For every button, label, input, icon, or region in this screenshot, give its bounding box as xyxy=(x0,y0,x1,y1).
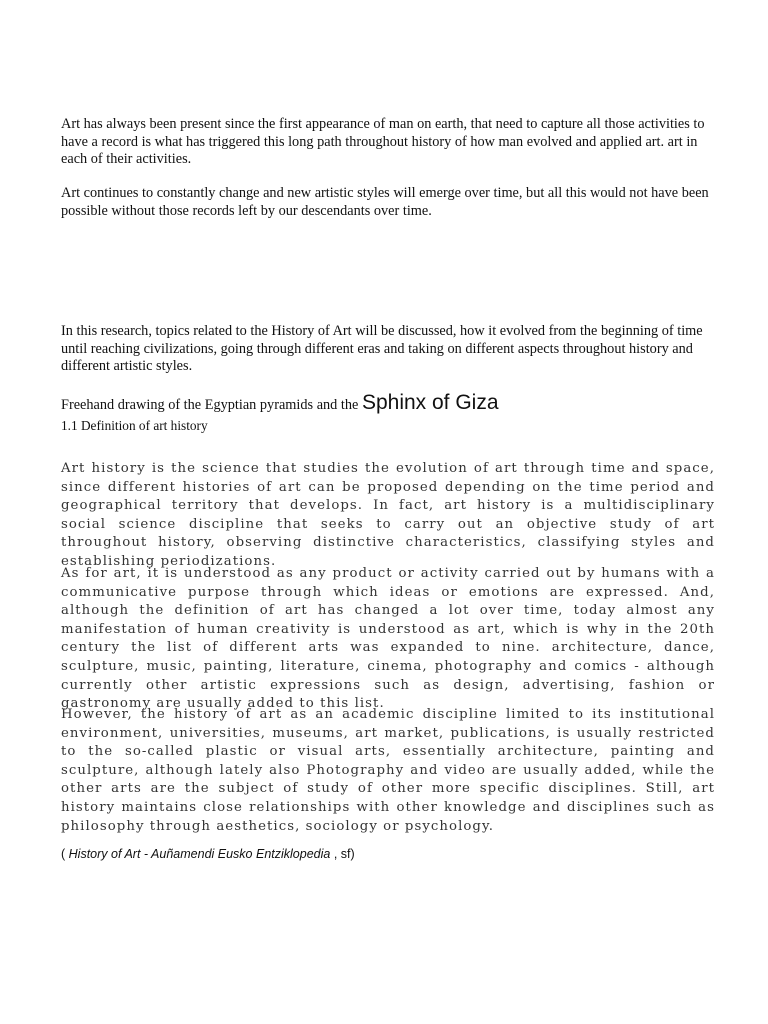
citation-open: ( xyxy=(61,847,69,861)
figure-caption xyxy=(61,393,711,415)
intro-paragraph-3: In this research, topics related to the History of Art will be discussed, how it evolved from the beginning of time until reaching civilizations, going through different eras and taking on different aspects throughout history and different artistic styles. xyxy=(61,323,703,374)
section-paragraph-2: As for art, it is understood as any product or activity carried out by humans with a communicative purpose through which ideas or emotions are expressed. And, although the definition of art has changed a lot over time, today almost any manifestation of human creativity is understood as art, which is why in the 20th century the list of different arts was expanded to nine. architecture, dance, sculpture, music, painting, literature, cinema, photography and comics - although currently other artistic expressions such as design, advertising, fashion or gastronomy are usually added to this list. xyxy=(61,566,715,712)
citation-close: , sf) xyxy=(330,847,355,861)
figure-caption-lead: Freehand drawing of the Egyptian pyramids and the xyxy=(61,397,362,413)
figure-caption-emphasis: Sphinx of Giza xyxy=(361,391,499,414)
intro-paragraph-1: Art has always been present since the first appearance of man on earth, that need to capture all those activities to have a record is what has triggered this long path throughout history of how man evolved and applied art. art in each of their activities. xyxy=(61,116,705,167)
section-paragraph-3: However, the history of art as an academic discipline limited to its institutional environment, universities, museums, art market, publications, is usually restricted to the so-called plastic or visual arts, essentially architecture, painting and sculpture, although lately also Photography and video are usually added, while the other arts are the subject of study of other more specific disciplines. Still, art history maintains close relationships with other knowledge and disciplines such as philosophy through aesthetics, sociology or psychology. xyxy=(61,707,715,834)
section-heading: 1.1 Definition of art history xyxy=(61,418,208,433)
citation xyxy=(61,846,355,862)
intro-paragraph-2: Art continues to constantly change and new artistic styles will emerge over time, but all this would not have been possible without those records left by our descendants over time. xyxy=(61,185,709,219)
section-paragraph-1: Art history is the science that studies the evolution of art through time and space, since different histories of art can be proposed depending on the time period and geographical territory that develops. In fact, art history is a multidisciplinary social science discipline that seeks to carry out an objective study of art throughout history, observing distinctive characteristics, classifying styles and establishing periodizations. xyxy=(61,461,715,569)
citation-source: History of Art - Auñamendi Eusko Entziklopedia xyxy=(68,847,331,861)
